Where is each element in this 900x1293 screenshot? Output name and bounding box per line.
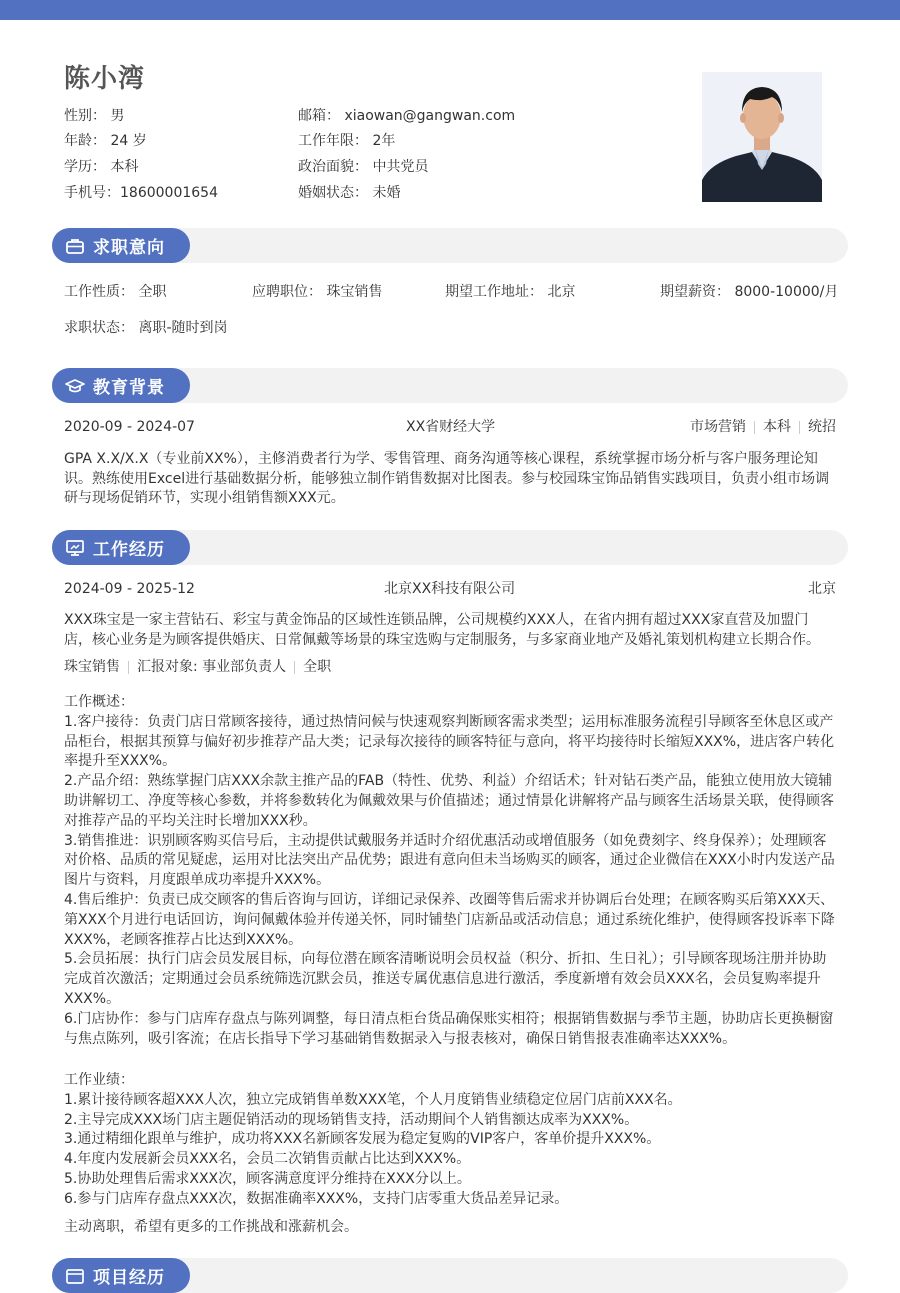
achievement-item: 4.年度内发展新会员XXX名，会员二次销售贡献占比达到XXX%。	[64, 1151, 471, 1168]
duty-item: 1.客户接待：负责门店日常顾客接待，通过热情问候与快速观察判断顾客需求类型；运用标准服务流程引导顾客至休息区或产品柜台，根据其预算与偏好初步推荐产品大类；记录每次接待的顾客特征与意向，将平均接待时长缩短XXX%，进店客户转化率提升至XXX%。	[64, 713, 835, 770]
section-title: 项目经历	[93, 1268, 165, 1288]
work-tag: 珠宝销售	[64, 659, 120, 675]
section-title: 求职意向	[93, 238, 165, 258]
phone-field: 手机号：18600001654	[64, 185, 218, 201]
work-achievements	[64, 1071, 836, 1210]
section-title: 工作经历	[93, 540, 165, 560]
intent-position: 应聘职位： 珠宝销售	[252, 284, 383, 300]
intent-status: 求职状态： 离职-随时到岗	[64, 320, 228, 336]
work-years-field: 工作年限： 2年	[298, 133, 396, 149]
divider	[128, 661, 129, 674]
work-city: 北京	[808, 581, 836, 597]
duty-item: 2.产品介绍：熟练掌握门店XXX余款主推产品的FAB（特性、优势、利益）介绍话术；针对钻石类产品，能独立使用放大镜辅助讲解切工、净度等核心参数，并将参数转化为佩戴效果与价值描述；通过情景化讲解将产品与顾客生活场景关联，使得顾客对推荐产品的平均关注时长增加XXX秒。	[64, 773, 834, 829]
profile-photo	[702, 72, 822, 202]
work-tags	[64, 657, 331, 677]
achievement-item: 6.参与门店库存盘点XXX次，数据准确率XXX%，支持门店零重大货品差异记录。	[64, 1190, 569, 1207]
education-degree: 本科	[763, 419, 791, 435]
section-header-education	[52, 368, 848, 403]
section-header-intent	[52, 228, 848, 263]
section-header-project	[52, 1258, 848, 1293]
intent-job-type: 工作性质： 全职	[64, 284, 167, 300]
age-field: 年龄： 24 岁	[64, 133, 147, 149]
presentation-icon	[65, 538, 85, 558]
achievement-item: 2.主导完成XXX场门店主题促销活动的现场销售支持，活动期间个人销售额达成率为XXX%。	[64, 1111, 639, 1128]
marital-status-field: 婚姻状态： 未婚	[298, 185, 401, 201]
divider	[294, 661, 295, 674]
candidate-name: 陈小湾	[64, 64, 146, 94]
education-school: XX省财经大学	[406, 419, 496, 435]
work-duties	[64, 693, 836, 1049]
education-field: 学历： 本科	[64, 159, 139, 175]
work-company: 北京XX科技有限公司	[384, 581, 516, 597]
duty-item: 5.会员拓展：执行门店会员发展目标，向每位潜在顾客清晰说明会员权益（积分、折扣、生日礼）；引导顾客现场注册并协助完成首次激活；定期通过会员系统筛选沉默会员，推送专属优惠信息进行激活，季度新增有效会员XXX名，会员复购率提升XXX%。	[64, 951, 827, 1007]
duty-item: 6.门店协作：参与门店库存盘点与陈列调整，每日清点柜台货品确保账实相符；根据销售数据与季节主题，协助店长更换橱窗与焦点陈列，吸引客流；在店长指导下学习基础销售数据录入与报表核对，确保日销售报表准确率达XXX%。	[64, 1010, 834, 1047]
education-major: 市场营销	[690, 419, 746, 435]
gender-field: 性别： 男	[64, 108, 125, 124]
work-tag: 全职	[303, 659, 332, 675]
section-pill	[52, 530, 190, 565]
achievement-item: 1.累计接待顾客超XXX人次，独立完成销售单数XXX笔，个人月度销售业绩稳定位居门店前XXX名。	[64, 1091, 682, 1108]
section-header-work	[52, 530, 848, 565]
duty-item: 3.销售推进：识别顾客购买信号后，主动提供试戴服务并适时介绍优惠活动或增值服务（如免费刻字、终身保养）；处理顾客对价格、品质的常见疑虑，运用对比法突出产品优势；跟进有意向但未当场购买的顾客，通过企业微信在XXX小时内发送产品图片与资料，月度跟单成功率提升XXX%。	[64, 832, 835, 889]
duties-title: 工作概述：	[64, 694, 134, 710]
education-tags	[690, 417, 836, 437]
intent-location: 期望工作地址： 北京	[445, 284, 576, 300]
achievements-title: 工作业绩：	[64, 1072, 134, 1088]
section-pill	[52, 368, 190, 403]
intent-salary: 期望薪资： 8000-10000/月	[660, 284, 839, 300]
political-status-field: 政治面貌： 中共党员	[298, 159, 429, 175]
work-period: 2024-09 - 2025-12	[64, 581, 195, 597]
divider	[754, 421, 755, 434]
achievement-item: 3.通过精细化跟单与维护，成功将XXX名新顾客发展为稳定复购的VIP客户，客单价提升XXX%。	[64, 1131, 661, 1148]
top-accent-bar	[0, 0, 900, 20]
duty-item: 4.售后维护：负责已成交顾客的售后咨询与回访，详细记录保养、改圈等售后需求并协调后台处理；在顾客购买后第XXX天、第XXX个月进行电话回访，询问佩戴体验并传递关怀，同时铺垫门店新品或活动信息；通过系统化维护，使得顾客投诉率下降XXX%，老顾客推荐占比达到XXX%。	[64, 891, 835, 948]
section-title: 教育背景	[93, 378, 165, 398]
education-enroll-type: 统招	[808, 419, 836, 435]
divider	[799, 421, 800, 434]
briefcase-icon	[65, 236, 85, 256]
section-pill	[52, 1258, 190, 1293]
company-intro: XXX珠宝是一家主营钻石、彩宝与黄金饰品的区域性连锁品牌，公司规模约XXX人，在省内拥有超过XXX家直营及加盟门店，核心业务是为顾客提供婚庆、日常佩戴等场景的珠宝选购与定制服务，与多家商业地产及婚礼策划机构建立长期合作。	[64, 612, 820, 648]
graduation-cap-icon	[65, 376, 85, 396]
section-pill	[52, 228, 190, 263]
project-icon	[65, 1266, 85, 1286]
email-field: 邮箱： xiaowan@gangwan.com	[298, 108, 516, 124]
work-tag: 汇报对象: 事业部负责人	[137, 659, 287, 675]
education-period: 2020-09 - 2024-07	[64, 419, 195, 435]
leave-reason: 主动离职，希望有更多的工作挑战和涨薪机会。	[64, 1219, 358, 1235]
education-description: GPA X.X/X.X（专业前XX%），主修消费者行为学、零售管理、商务沟通等核心课程，系统掌握市场分析与客户服务理论知识。熟练使用Excel进行基础数据分析，能够独立制作销售数据对比图表。参与校园珠宝饰品销售实践项目，负责小组市场调研与现场促销环节，实现小组销售额XXX元。	[64, 451, 830, 506]
achievement-item: 5.协助处理售后需求XXX次，顾客满意度评分维持在XXX分以上。	[64, 1170, 471, 1187]
